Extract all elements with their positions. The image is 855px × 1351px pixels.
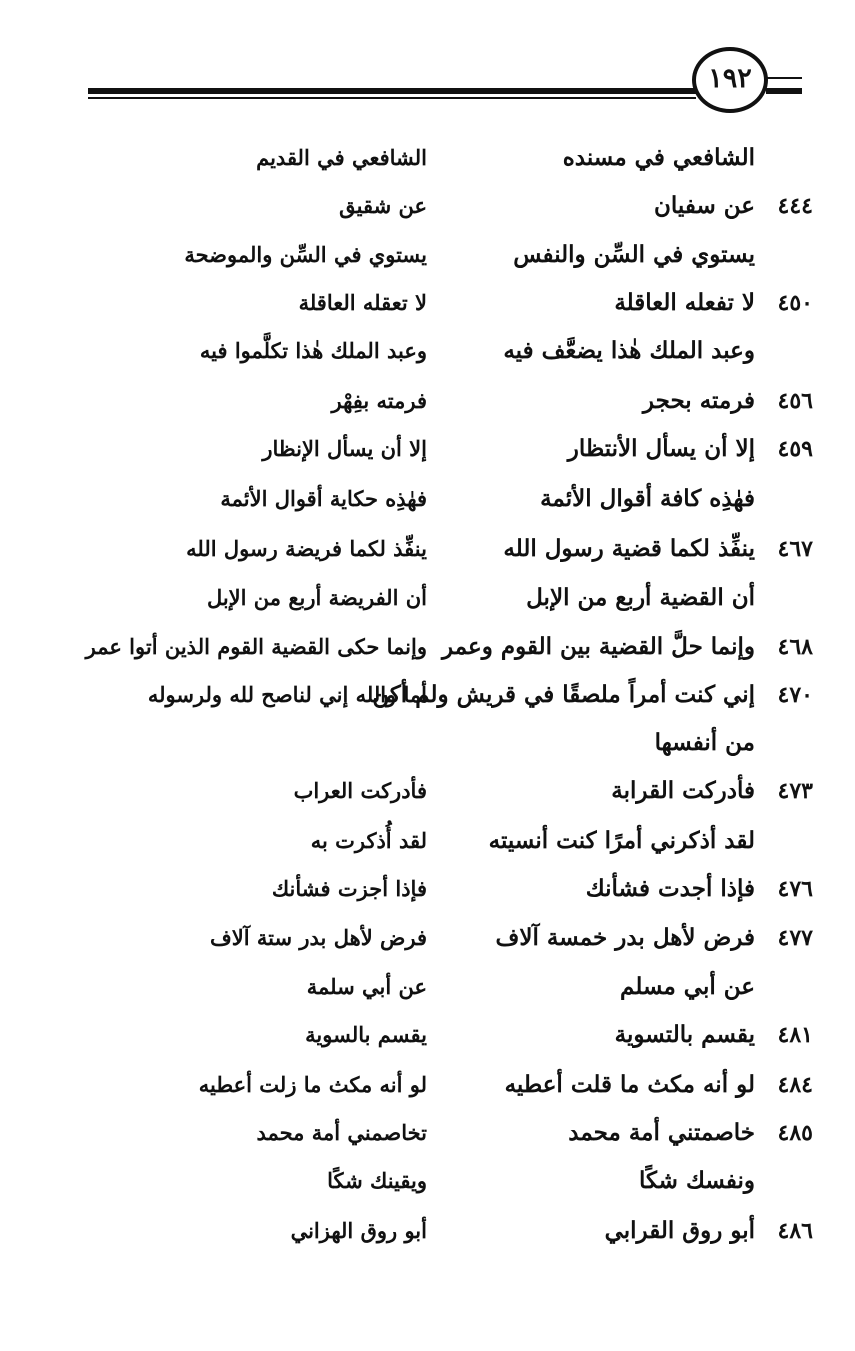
table-row: [0, 870, 855, 910]
entry-number: ٤٦٨: [777, 634, 813, 660]
entry-number: ٤٧٦: [777, 876, 813, 902]
variant-b: عن شقيق: [339, 193, 427, 218]
table-row: [0, 772, 855, 812]
variant-b: فأدركت العراب: [293, 778, 427, 803]
entry-number: ٤٨٥: [777, 1120, 813, 1146]
entry-number: ٤٧٧: [777, 925, 813, 951]
variant-a: فرض لأهل بدر خمسة آلاف: [495, 924, 755, 951]
table-row: [0, 919, 855, 959]
table-row: [0, 187, 855, 227]
table-row: [0, 1066, 855, 1106]
variant-a: إني كنت أمراً ملصقًا في قريش ولم أكن: [372, 681, 755, 708]
table-row: [0, 1114, 855, 1154]
entry-number: ٤٥٩: [777, 436, 813, 462]
variant-b: ينفِّذ لكما فريضة رسول الله: [186, 536, 427, 561]
variant-b: أبو روق الهزاني: [290, 1218, 427, 1243]
variant-a: الشافعي في مسنده: [562, 144, 755, 171]
table-row: [0, 1016, 855, 1056]
variant-b: فرض لأهل بدر ستة آلاف: [210, 925, 427, 950]
variant-a: أن القضية أربع من الإبل: [526, 584, 755, 611]
variant-a: فهٰذِه كافة أقوال الأئمة: [540, 485, 755, 512]
entry-number: ٤٨٦: [777, 1218, 813, 1244]
entry-number: ٤٨١: [777, 1022, 813, 1048]
table-row: [0, 139, 855, 179]
table-row: [0, 968, 855, 1008]
table-row: [0, 676, 855, 716]
variant-b: لو أنه مكث ما زلت أعطيه: [198, 1072, 427, 1097]
variant-a: أبو روق القرابي: [604, 1217, 755, 1244]
table-row: [0, 236, 855, 276]
variant-b: فإذا أجزت فشأنك: [271, 876, 427, 901]
variant-a: وإنما حلَّ القضية بين القوم وعمر: [442, 633, 755, 660]
variant-a: لو أنه مكث ما قلت أعطيه: [504, 1071, 755, 1098]
variant-a: إلا أن يسأل الأنتظار: [567, 435, 755, 462]
entry-number: ٤٥٦: [777, 388, 813, 414]
variant-b: فهٰذِه حكاية أقوال الأئمة: [220, 486, 427, 511]
table-row: [0, 382, 855, 422]
entry-number: ٤٨٤: [777, 1072, 813, 1098]
page-number: ١٩٢: [692, 47, 768, 113]
table-row: [0, 530, 855, 570]
table-row: [0, 430, 855, 470]
entry-number: ٤٥٠: [777, 290, 813, 316]
variant-a: فرمته بحجر: [642, 387, 755, 414]
table-row: [0, 1162, 855, 1202]
entry-number: ٤٧٣: [777, 778, 813, 804]
table-row: [0, 1212, 855, 1252]
variant-b: يستوي في السِّن والموضحة: [184, 242, 427, 267]
variant-a: لقد أذكرني أمرًا كنت أنسيته: [488, 827, 755, 854]
entry-number: ٤٧٠: [777, 682, 813, 708]
table-row: [0, 579, 855, 619]
variant-a: يقسم بالتسوية: [614, 1021, 755, 1048]
table-row: [0, 332, 855, 372]
variant-b: تخاصمني أمة محمد: [256, 1120, 427, 1145]
variant-b: أما والله إني لناصح لله ولرسوله: [147, 682, 427, 707]
variant-b: وإنما حكى القضية القوم الذين أتوا عمر: [85, 634, 427, 659]
variant-a: وعبد الملك هٰذا يضعَّف فيه: [503, 337, 755, 364]
table-row: [0, 480, 855, 520]
table-row: [0, 284, 855, 324]
variant-a: لا تفعله العاقلة: [614, 289, 755, 316]
variant-b: عن أبي سلمة: [306, 974, 427, 999]
variant-a: فإذا أجدت فشأنك: [585, 875, 755, 902]
variant-a: من أنفسها: [654, 729, 755, 756]
variant-b: وعبد الملك هٰذا تكلَّموا فيه: [199, 338, 427, 363]
variant-b: أن الفريضة أربع من الإبل: [206, 585, 427, 610]
entry-number: ٤٦٧: [777, 536, 813, 562]
variant-b: يقسم بالسوية: [305, 1022, 427, 1047]
entry-number: ٤٤٤: [777, 193, 813, 219]
variant-a: يستوي في السِّن والنفس: [513, 241, 755, 268]
variant-b: إلا أن يسأل الإنظار: [262, 436, 427, 461]
table-row: [0, 628, 855, 668]
variant-a: عن أبي مسلم: [620, 973, 755, 1000]
variant-b: ويقينك شكًا: [327, 1168, 427, 1193]
variant-a: خاصمتني أمة محمد: [568, 1119, 755, 1146]
variant-a: ينفِّذ لكما قضية رسول الله: [503, 535, 755, 562]
variant-b: لقد أُذكرت به: [310, 828, 427, 853]
table-row: [0, 822, 855, 862]
table-row: [0, 724, 855, 764]
variant-b: الشافعي في القديم: [256, 145, 427, 170]
variant-b: لا تعقله العاقلة: [298, 290, 427, 315]
variant-a: ونفسك شكًا: [638, 1167, 755, 1194]
variant-b: فرمته بفِهْر: [331, 388, 427, 413]
variant-a: فأدركت القرابة: [611, 777, 755, 804]
variant-a: عن سفيان: [654, 192, 755, 219]
